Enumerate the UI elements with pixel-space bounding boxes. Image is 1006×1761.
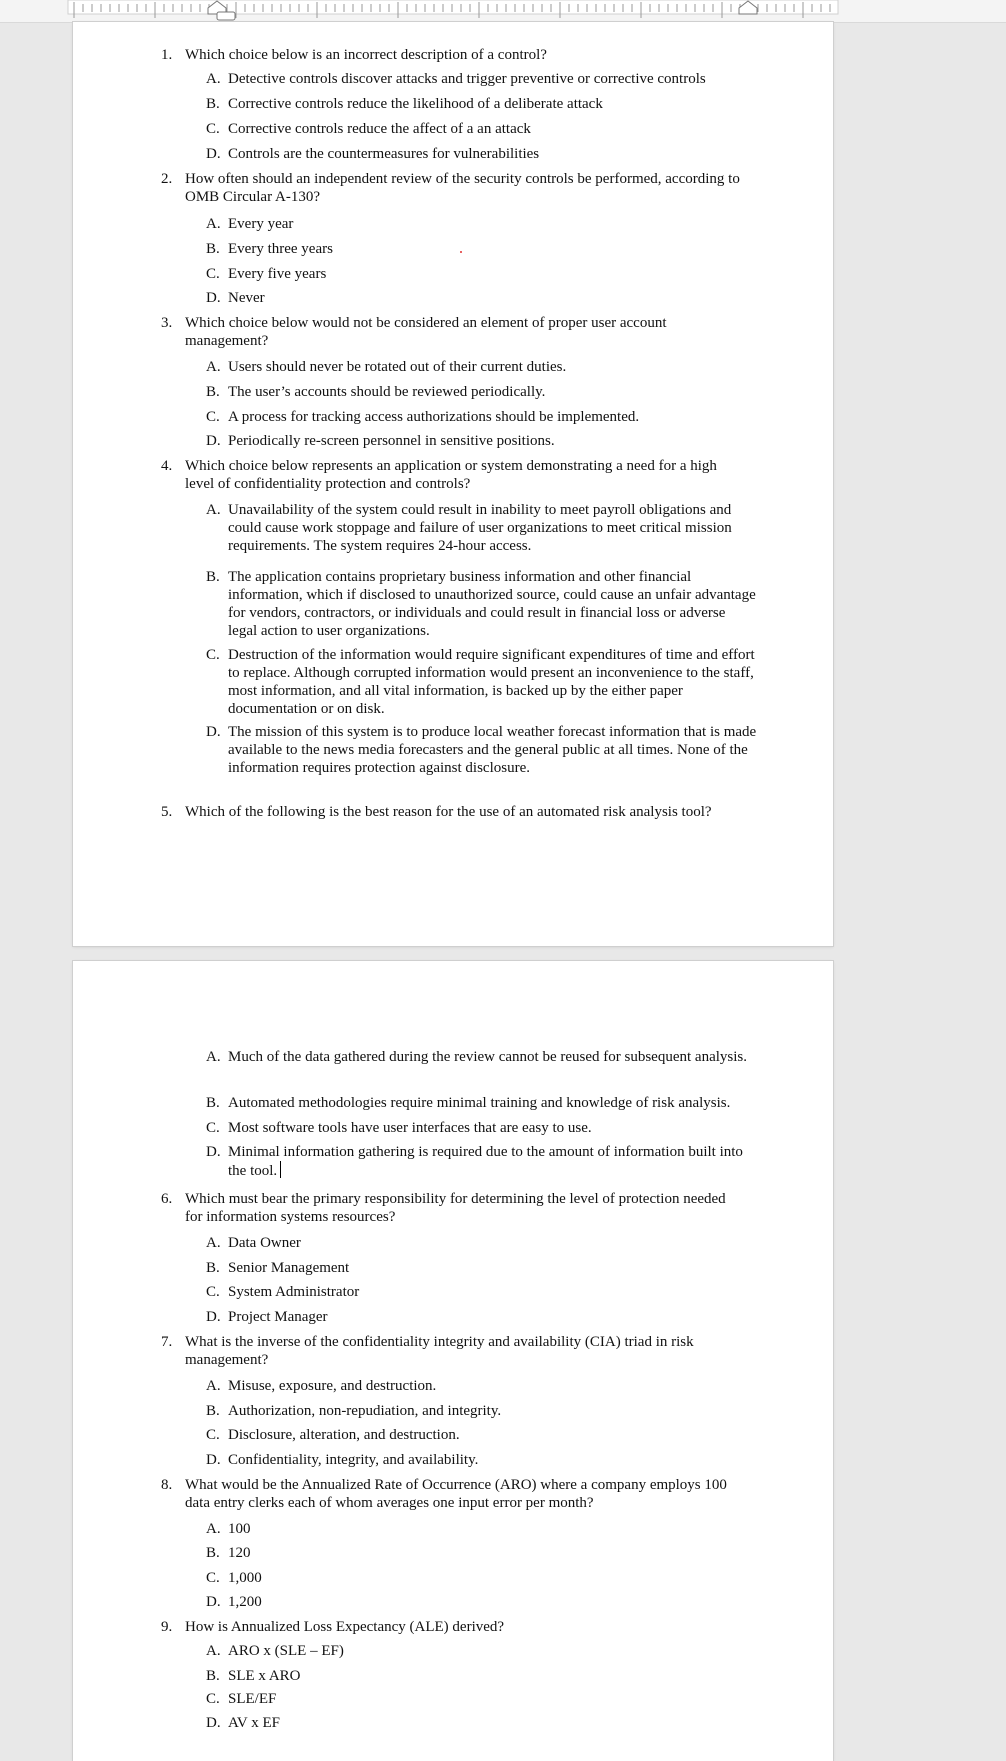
option-letter: D.	[206, 1594, 221, 1610]
option-text: Users should never be rotated out of their current duties.	[228, 359, 567, 375]
option-letter: C.	[206, 409, 220, 425]
question-number: 1.	[161, 47, 173, 63]
option-letter: A.	[206, 1643, 221, 1659]
option-text: Corrective controls reduce the affect of a an attack	[228, 121, 531, 137]
question-number: 9.	[161, 1619, 173, 1635]
horizontal-ruler[interactable]	[0, 0, 1006, 23]
option-letter: D.	[206, 433, 221, 449]
option-text: AV x EF	[228, 1715, 280, 1731]
option-text: Minimal information gathering is required due to the amount of information built into the tool.	[228, 1144, 743, 1179]
option-text: 120	[228, 1545, 251, 1561]
question-number: 8.	[161, 1477, 173, 1493]
option-text: Senior Management	[228, 1260, 350, 1276]
option-text: Confidentiality, integrity, and availability.	[228, 1452, 479, 1468]
option-letter: D.	[206, 1144, 221, 1160]
option-letter: C.	[206, 1691, 220, 1707]
option-text: Detective controls discover attacks and trigger preventive or corrective controls	[228, 71, 706, 87]
option-text: Disclosure, alteration, and destruction.	[228, 1427, 460, 1443]
option-text: The application contains proprietary business information and other financial information, which if disclosed to unauthorized source, could cause an unfair advantage for vendors, contractors, or individuals and could result in financial loss or adverse legal action to user organizations.	[228, 569, 756, 639]
option-letter: B.	[206, 1260, 220, 1276]
option-text: Data Owner	[228, 1235, 301, 1251]
option-text: Destruction of the information would require significant expenditures of time and effort to replace. Although corrupted information would present an inconvenience to the staff, most information, and all vital information, is backed up by the either paper documentation or on disk.	[228, 647, 755, 717]
option-letter: D.	[206, 290, 221, 306]
question-number: 3.	[161, 315, 173, 331]
option-text: Corrective controls reduce the likelihood of a deliberate attack	[228, 96, 603, 112]
option-text: Most software tools have user interfaces that are easy to use.	[228, 1120, 592, 1136]
question-text: Which choice below represents an application or system demonstrating a need for a high level of confidentiality protection and controls?	[185, 458, 717, 492]
red-dot-mark	[460, 251, 462, 253]
question-text: Which of the following is the best reason for the use of an automated risk analysis tool?	[185, 804, 712, 820]
option-text: Project Manager	[228, 1309, 328, 1325]
question-number: 5.	[161, 804, 173, 820]
option-text: ARO x (SLE – EF)	[228, 1643, 344, 1659]
option-text: 1,000	[228, 1570, 262, 1586]
option-letter: B.	[206, 96, 220, 112]
option-text: 1,200	[228, 1594, 262, 1610]
option-text: Unavailability of the system could result in inability to meet payroll obligations and could cause work stoppage and failure of user organizations to meet critical mission requirements. The system requires 24-hour access.	[228, 502, 732, 554]
option-letter: B.	[206, 1545, 220, 1561]
question-number: 2.	[161, 171, 173, 187]
option-letter: C.	[206, 1427, 220, 1443]
question-number: 6.	[161, 1191, 173, 1207]
question-text: Which choice below would not be considered an element of proper user account management?	[185, 315, 667, 349]
option-text: Every five years	[228, 266, 327, 282]
option-text: System Administrator	[228, 1284, 360, 1300]
option-text: Periodically re-screen personnel in sensitive positions.	[228, 433, 555, 449]
question-text: How is Annualized Loss Expectancy (ALE) derived?	[185, 1619, 505, 1635]
option-text: Never	[228, 290, 265, 306]
question-number: 7.	[161, 1334, 173, 1350]
option-letter: A.	[206, 1235, 221, 1251]
question-text: Which must bear the primary responsibility for determining the level of protection needed for information systems resources?	[185, 1191, 726, 1225]
option-text: Every year	[228, 216, 294, 232]
question-text: What would be the Annualized Rate of Occurrence (ARO) where a company employs 100 data entry clerks each of whom averages one input error per month?	[185, 1477, 727, 1511]
option-text: Misuse, exposure, and destruction.	[228, 1378, 437, 1394]
option-text: The mission of this system is to produce local weather forecast information that is made available to the news media forecasters and the general public at all times. None of the information requires protection against disclosure.	[228, 724, 757, 776]
option-letter: A.	[206, 71, 221, 87]
question-number: 4.	[161, 458, 173, 474]
option-letter: D.	[206, 146, 221, 162]
question-text: What is the inverse of the confidentiality integrity and availability (CIA) triad in risk management?	[185, 1334, 694, 1368]
option-text: A process for tracking access authorizations should be implemented.	[228, 409, 640, 425]
option-letter: D.	[206, 1452, 221, 1468]
option-text: The user’s accounts should be reviewed periodically.	[228, 384, 546, 400]
option-letter: A.	[206, 1378, 221, 1394]
option-letter: A.	[206, 1049, 221, 1065]
option-letter: B.	[206, 241, 220, 257]
option-letter: B.	[206, 1668, 220, 1684]
option-text: 100	[228, 1521, 251, 1537]
document-page-1[interactable]	[73, 22, 833, 946]
option-letter: A.	[206, 216, 221, 232]
text-cursor	[280, 1161, 281, 1178]
option-text: Much of the data gathered during the review cannot be reused for subsequent analysis.	[228, 1049, 747, 1065]
question-text: Which choice below is an incorrect description of a control?	[185, 47, 547, 63]
option-text: Automated methodologies require minimal training and knowledge of risk analysis.	[228, 1095, 731, 1111]
ruler-ticks	[0, 0, 1006, 22]
option-letter: B.	[206, 384, 220, 400]
option-letter: A.	[206, 1521, 221, 1537]
option-text: Controls are the countermeasures for vulnerabilities	[228, 146, 540, 162]
option-letter: A.	[206, 502, 221, 518]
option-letter: D.	[206, 1715, 221, 1731]
option-text: Every three years	[228, 241, 333, 257]
option-text: Authorization, non-repudiation, and integrity.	[228, 1403, 502, 1419]
option-letter: B.	[206, 1403, 220, 1419]
option-text: SLE/EF	[228, 1691, 277, 1707]
option-letter: C.	[206, 647, 220, 663]
option-letter: C.	[206, 1570, 220, 1586]
option-letter: C.	[206, 121, 220, 137]
option-letter: C.	[206, 1120, 220, 1136]
question-text: How often should an independent review of the security controls be performed, according to OMB Circular A-130?	[185, 171, 740, 205]
option-letter: B.	[206, 569, 220, 585]
option-text: SLE x ARO	[228, 1668, 301, 1684]
option-letter: D.	[206, 724, 221, 740]
option-letter: A.	[206, 359, 221, 375]
document-page-2[interactable]	[73, 961, 833, 1761]
option-letter: D.	[206, 1309, 221, 1325]
option-letter: C.	[206, 266, 220, 282]
option-letter: C.	[206, 1284, 220, 1300]
option-letter: B.	[206, 1095, 220, 1111]
